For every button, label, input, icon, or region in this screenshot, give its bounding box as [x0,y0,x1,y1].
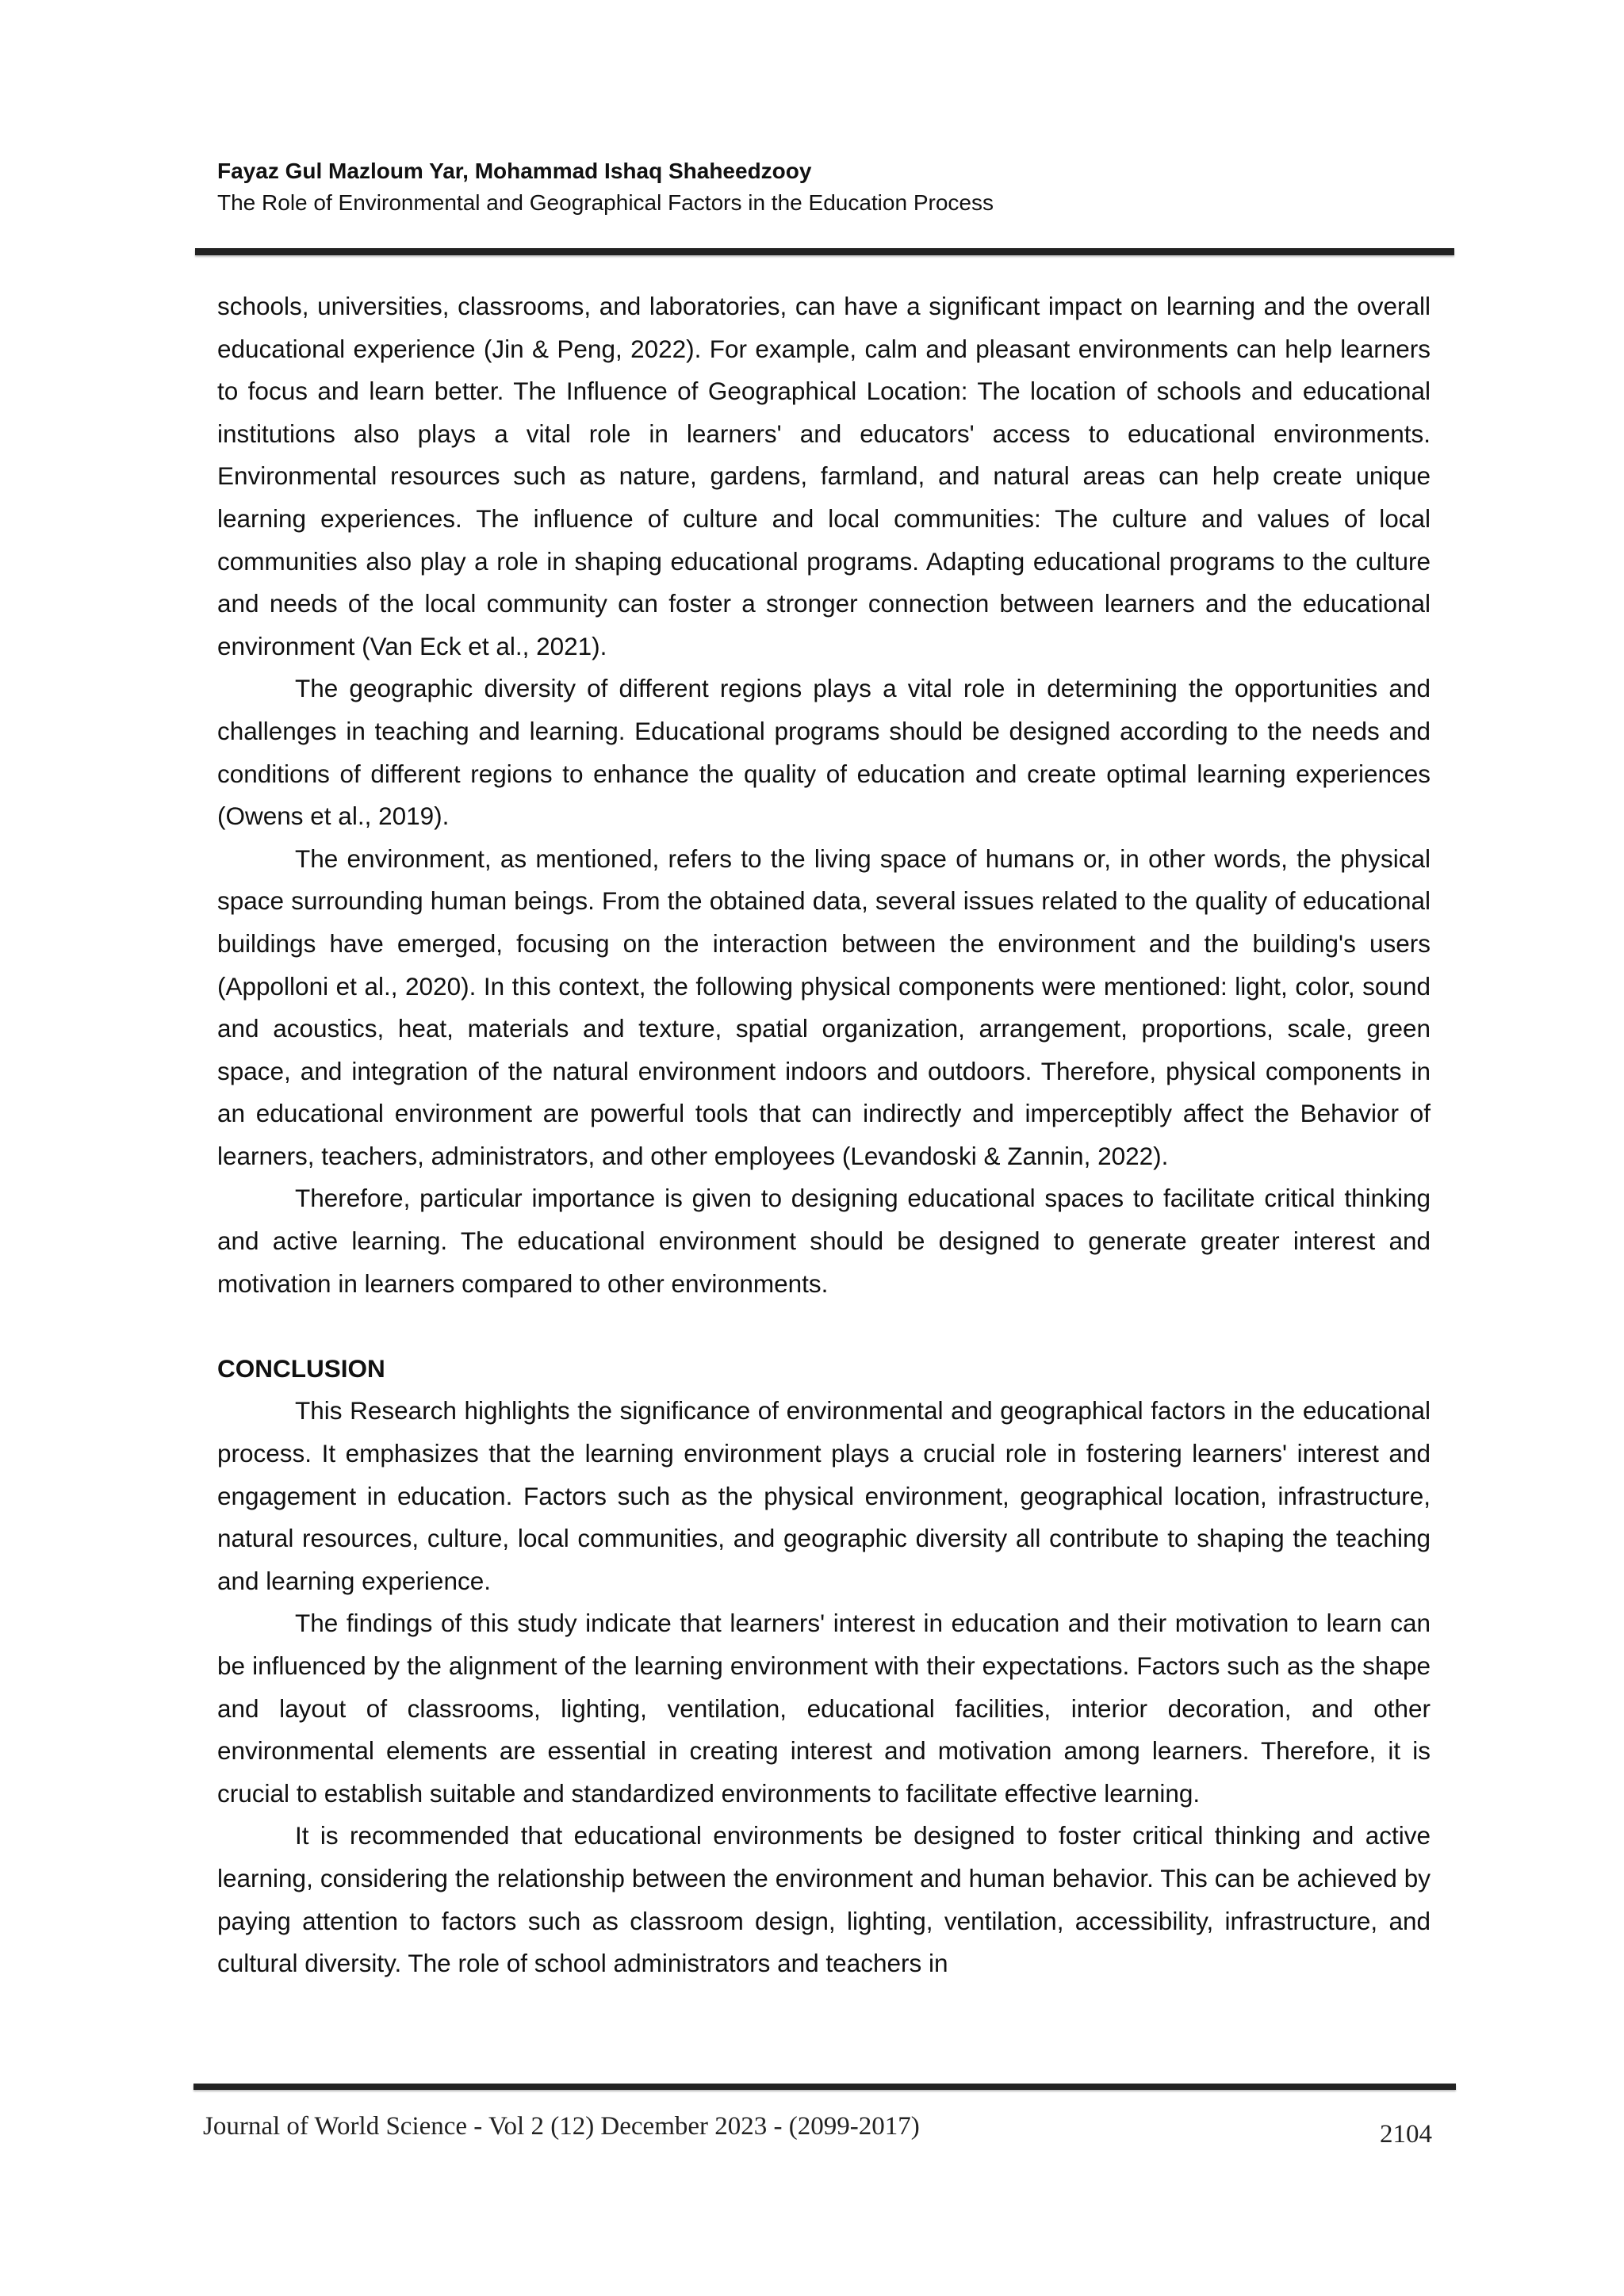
conclusion-paragraph: It is recommended that educational environments be designed to foster critical thinking and active learning, considering the relationship between the environment and human behavior. This can be achieved by paying attention to factors such as classroom design, lighting, ventilation, accessibility, infrastructure, and cultural diversity. The role of school administrators and teachers in [217,1821,1431,1978]
running-header [217,155,1454,219]
page-number: 2104 [1380,2120,1432,2149]
header-authors: Fayaz Gul Mazloum Yar, Mohammad Ishaq Shaheedzooy [217,159,812,183]
footer-journal-info: Journal of World Science - Vol 2 (12) December 2023 - (2099-2017) [203,2112,920,2141]
header-running-title: The Role of Environmental and Geographical Factors in the Education Process [217,190,994,215]
footer-divider [193,2084,1456,2090]
conclusion-paragraph: This Research highlights the significance of environmental and geographical factors in the educational process. It emphasizes that the learning environment plays a crucial role in fostering learners' interest and engagement in education. Factors such as the physical environment, geographical location, infrastructure, natural resources, culture, local communities, and geographic diversity all contribute to shaping the teaching and learning experience. [217,1396,1431,1595]
body-paragraph: The geographic diversity of different regions plays a vital role in determining the opportunities and challenges in teaching and learning. Educational programs should be designed according to the needs and conditions of different regions to enhance the quality of education and create optimal learning experiences (Owens et al., 2019). [217,674,1431,831]
body-paragraph: The environment, as mentioned, refers to the living space of humans or, in other words, the physical space surrounding human beings. From the obtained data, several issues related to the quality of educational buildings have emerged, focusing on the interaction between the environment and the building's users (Appolloni et al., 2020). In this context, the following physical components were mentioned: light, color, sound and acoustics, heat, materials and texture, spatial organization, arrangement, proportions, scale, green space, and integration of the natural environment indoors and outdoors. Therefore, physical components in an educational environment are powerful tools that can indirectly and imperceptibly affect the Behavior of learners, teachers, administrators, and other employees (Levandoski & Zannin, 2022). [217,844,1431,1170]
conclusion-paragraph: The findings of this study indicate that learners' interest in education and their motivation to learn can be influenced by the alignment of the learning environment with their expectations. Factors such as the shape and layout of classrooms, lighting, ventilation, educational facilities, interior decoration, and other environmental elements are essential in creating interest and motivation among learners. Therefore, it is crucial to establish suitable and standardized environments to facilitate effective learning. [217,1609,1431,1808]
body-paragraph: Therefore, particular importance is given to designing educational spaces to facilitate critical thinking and active learning. The educational environment should be designed to generate greater interest and motivation in learners compared to other environments. [217,1184,1431,1298]
conclusion-heading: CONCLUSION [217,1353,385,1383]
body-paragraph: schools, universities, classrooms, and laboratories, can have a significant impact on learning and the overall educational experience (Jin & Peng, 2022). For example, calm and pleasant environments can help learners to focus and learn better. The Influence of Geographical Location: The location of schools and educational institutions also plays a vital role in learners' and educators' access to educational environments. Environmental resources such as nature, gardens, farmland, and natural areas can help create unique learning experiences. The influence of culture and local communities: The culture and values of local communities also play a role in shaping educational programs. Adapting educational programs to the culture and needs of the local community can foster a stronger connection between learners and the educational environment (Van Eck et al., 2021). [217,292,1431,660]
header-divider [195,248,1454,255]
article-body [217,285,1431,1985]
